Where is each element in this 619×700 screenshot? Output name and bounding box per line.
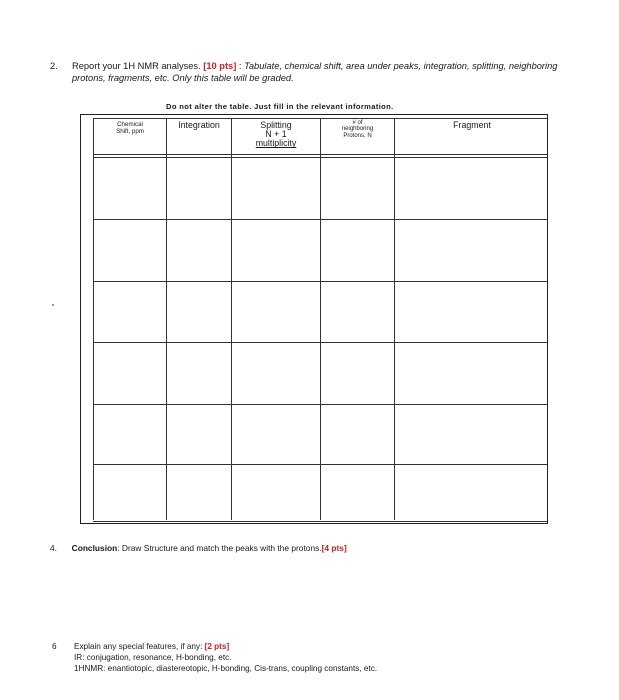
question-2-text [72, 60, 570, 84]
table-row-divider [93, 404, 547, 405]
nmr-table-inner [93, 118, 547, 520]
table-row-divider [93, 521, 547, 522]
question-2-lead: Report your 1H NMR analyses. [72, 61, 204, 71]
question-6-nmr-line: 1HNMR: enantiotopic, diastereotopic, H-bonding, Cis-trans, coupling constants, etc. [74, 664, 378, 673]
table-row-divider [93, 464, 547, 465]
header-splitting-line3: multiplicity [255, 138, 297, 149]
question-4-label: Conclusion [71, 543, 118, 553]
nmr-analysis-table [80, 114, 548, 524]
header-neighbors-line2: neighboring [341, 126, 374, 133]
header-chemical-shift-line2: Shift, ppm [116, 127, 144, 135]
question-6-points: [2 pts] [204, 642, 230, 651]
question-4-number: 4. [50, 543, 57, 553]
question-2-number: 2. [50, 61, 58, 71]
header-neighboring-protons [321, 120, 394, 139]
table-header-divider [93, 157, 547, 158]
question-2-instructions: Tabulate, chemical shift, area under peaks, integration, splitting, neighboring protons, fragments, etc. Only this table will be graded. [72, 61, 558, 83]
header-splitting [232, 121, 320, 149]
question-6-body [74, 641, 377, 674]
header-neighbors-line1: # of [352, 120, 363, 126]
table-column-divider [394, 118, 395, 520]
question-6-ir-line: IR: conjugation, resonance, H-bonding, etc. [74, 653, 232, 662]
header-splitting-line2: N + 1 [265, 129, 287, 140]
header-chemical-shift [95, 122, 165, 135]
question-4 [50, 543, 347, 553]
header-integration: Integration [178, 120, 220, 130]
question-2-colon: : [236, 61, 245, 71]
header-fragment: Fragment [453, 120, 491, 130]
table-column-divider [93, 118, 94, 520]
table-column-divider [231, 118, 232, 520]
table-column-divider [320, 118, 321, 520]
header-chemical-shift-line1: Chemical [117, 121, 143, 128]
question-2 [50, 60, 570, 84]
question-6-number: 6 [52, 642, 57, 651]
question-4-text: : Draw Structure and match the peaks with the protons. [117, 543, 322, 553]
table-instruction: Do not alter the table. Just fill in the relevant information. [166, 102, 394, 111]
header-neighbors-line3: Protons, N [343, 132, 372, 139]
table-column-divider [166, 118, 167, 520]
question-6 [50, 641, 377, 674]
table-row-divider [93, 219, 547, 220]
question-4-points: [4 pts] [321, 543, 347, 553]
table-row-divider [93, 342, 547, 343]
table-header-divider [93, 154, 547, 155]
question-2-points: [10 pts] [203, 61, 237, 71]
header-splitting-line1: Splitting [260, 120, 292, 130]
stray-dot [52, 304, 54, 306]
question-6-text: Explain any special features, if any: [74, 642, 205, 651]
table-row-divider [93, 281, 547, 282]
question-6-prompt [74, 641, 377, 652]
